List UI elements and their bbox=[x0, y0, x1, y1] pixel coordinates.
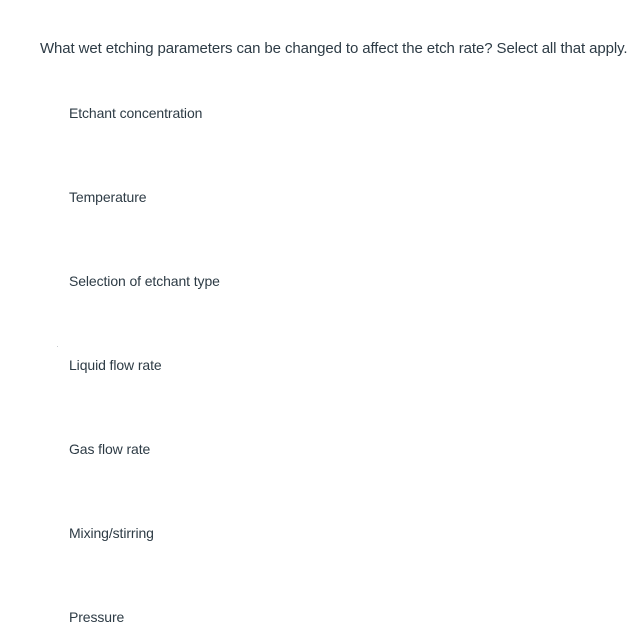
answer-option-gas-flow-rate[interactable] bbox=[58, 430, 618, 470]
answer-option-label: Mixing/stirring bbox=[69, 525, 154, 541]
answer-option-label: Selection of etchant type bbox=[69, 273, 220, 289]
answer-option-label: Temperature bbox=[69, 189, 147, 205]
answer-option-label: Liquid flow rate bbox=[69, 357, 162, 373]
answer-option-selection-of-etchant-type[interactable] bbox=[58, 262, 618, 302]
answer-option-label: Etchant concentration bbox=[69, 105, 203, 121]
answer-option-mixing-stirring[interactable] bbox=[58, 514, 618, 554]
answer-option-temperature[interactable] bbox=[58, 178, 618, 218]
answer-option-label: Pressure bbox=[69, 609, 125, 625]
question-text: What wet etching parameters can be changed to affect the etch rate? Select all that apply. bbox=[40, 40, 628, 57]
answer-option-etchant-concentration[interactable] bbox=[58, 94, 618, 134]
answer-option-pressure[interactable] bbox=[58, 598, 618, 638]
answer-option-liquid-flow-rate[interactable] bbox=[58, 346, 618, 386]
answer-option-label: Gas flow rate bbox=[69, 441, 151, 457]
